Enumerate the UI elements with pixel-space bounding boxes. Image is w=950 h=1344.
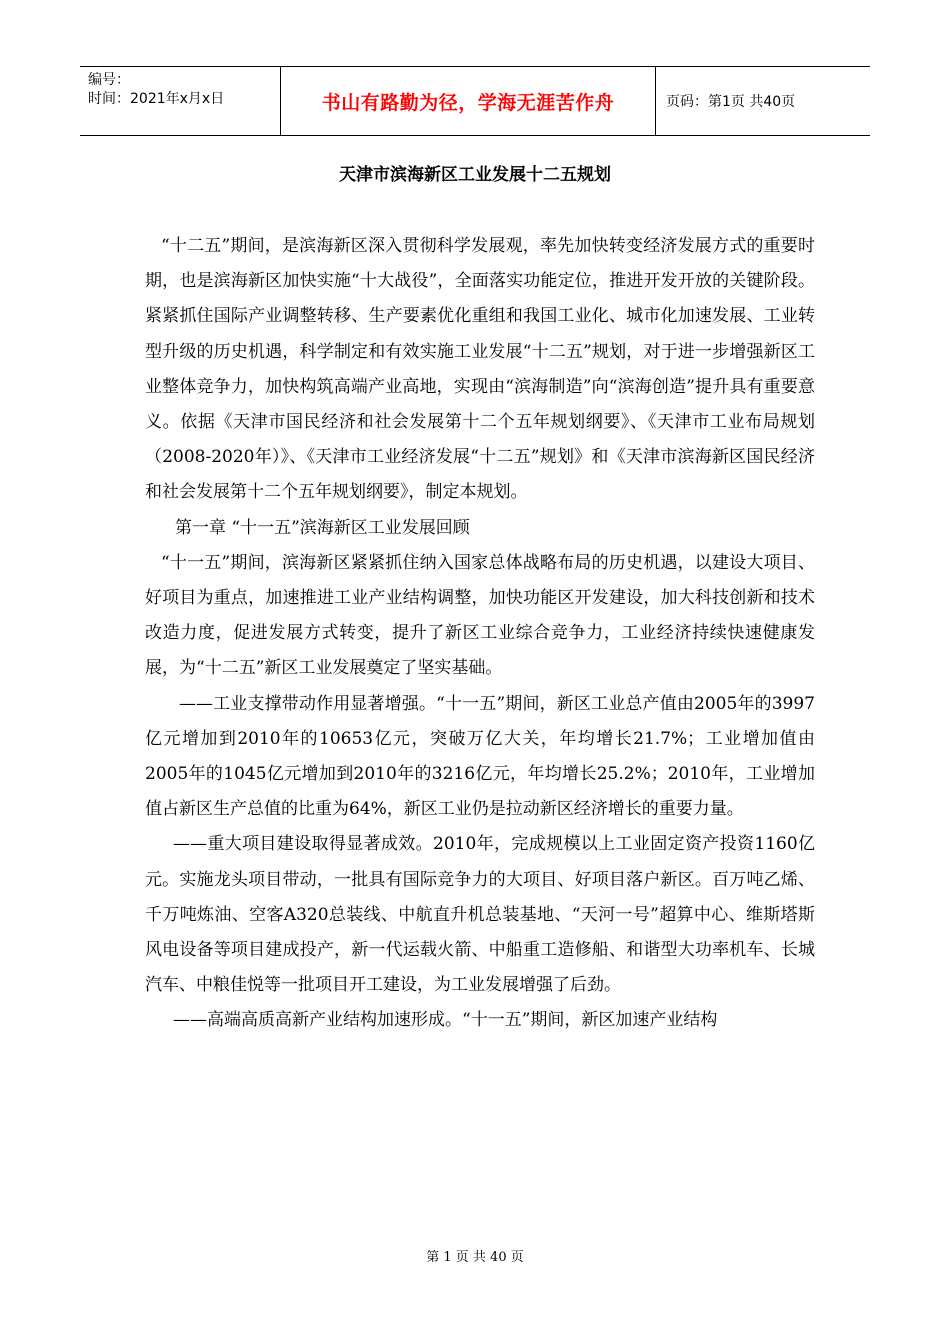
major-projects-paragraph: ——重大项目建设取得显著成效。2010年，完成规模以上工业固定资产投资1160亿元。实施龙头项目带动，一批具有国际竞争力的大项目、好项目落户新区。百万吨乙烯、千万吨炼油、空客A320总装线、中航直升机总装基地、“天河一号”超算中心、维斯塔斯风电设备等项目建成投产，新一代运载火箭、中船重工造修船、和谐型大功率机车、长城汽车、中粮佳悦等一批项目开工建设，为工业发展增强了后劲。 [145,834,815,996]
industry-support-paragraph: ——工业支撑带动作用显著增强。“十一五”期间，新区工业总产值由2005年的3997亿元增加到2010年的10653亿元，突破万亿大关，年均增长21.7%；工业增加值由2005年的1045亿元增加到2010年的3216亿元，年均增长25.2%；2010年，工业增加值占新区生产总值的比重为64%，新区工业仍是拉动新区经济增长的重要力量。 [145,693,815,820]
chapter-heading: 第一章 “十一五”滨海新区工业发展回顾 [175,517,470,538]
document-title: 天津市滨海新区工业发展十二五规划 [339,165,611,185]
document-time-label: 时间：2021年x月x日 [88,91,225,107]
page-header [80,66,870,136]
page-footer: 第 1 页 共 40 页 [426,1250,524,1265]
intro-paragraph: “十二五”期间，是滨海新区深入贯彻科学发展观，率先加快转变经济发展方式的重要时期，也是滨海新区加快实施“十大战役”，全面落实功能定位，推进开发开放的关键阶段。紧紧抓住国际产业调整转移、生产要素优化重组和我国工业化、城市化加速发展、工业转型升级的历史机遇，科学制定和有效实施工业发展“十二五”规划，对于进一步增强新区工业整体竞争力，加快构筑高端产业高地，实现由“滨海制造”向“滨海创造”提升具有重要意义。依据《天津市国民经济和社会发展第十二个五年规划纲要》、《天津市工业布局规划（2008-2020年）》、《天津市工业经济发展“十二五”规划》和《天津市滨海新区国民经济和社会发展第十二个五年规划纲要》，制定本规划。 [145,236,815,503]
review-paragraph: “十一五”期间，滨海新区紧紧抓住纳入国家总体战略布局的历史机遇，以建设大项目、好项目为重点，加速推进工业产业结构调整，加快功能区开发建设，加大科技创新和技术改造力度，促进发展方式转变，提升了新区工业综合竞争力，工业经济持续快速健康发展，为“十二五”新区工业发展奠定了坚实基础。 [145,552,815,679]
industry-structure-paragraph: ——高端高质高新产业结构加速形成。“十一五”期间，新区加速产业结构 [173,1010,718,1031]
header-page-info: 页码：第1页 共40页 [666,94,796,110]
document-number-label: 编号： [88,72,130,88]
header-motto: 书山有路勤为径，学海无涯苦作舟 [280,67,656,135]
header-meta [80,67,280,135]
document-body [145,229,815,1039]
